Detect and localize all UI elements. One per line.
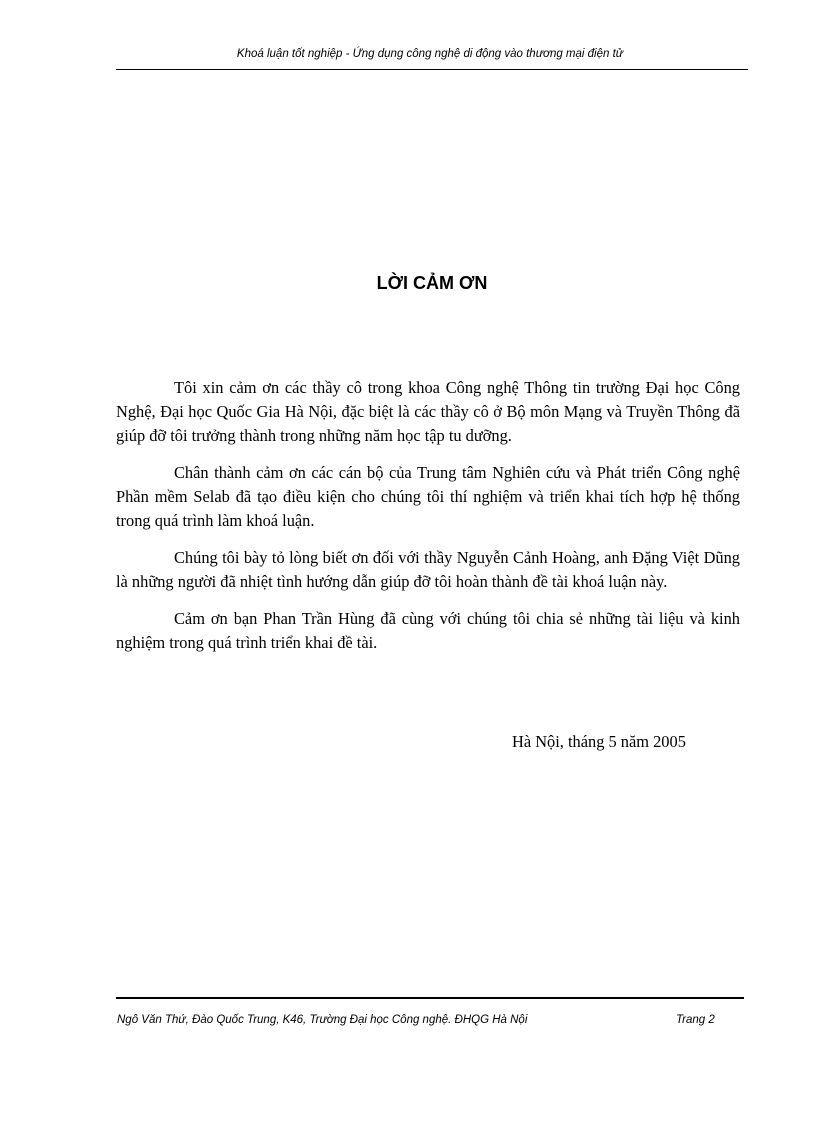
page-title: LỜI CẢM ƠN bbox=[376, 273, 488, 293]
paragraph-1: Tôi xin cảm ơn các thầy cô trong khoa Công nghệ Thông tin trường Đại học Công Nghệ, Đại học Quốc Gia Hà Nội, đặc biệt là các thầy cô ở Bộ môn Mạng và Truyền Thông đã giúp đỡ tôi trưởng thành trong những năm học tập tu dưỡng. bbox=[116, 378, 740, 445]
running-header: Khoá luận tốt nghiệp - Ứng dụng công nghệ di động vào thương mại điện tử bbox=[236, 48, 624, 60]
footer-divider bbox=[116, 997, 744, 999]
paragraph-4: Cảm ơn bạn Phan Trần Hùng đã cùng với chúng tôi chia sẻ những tài liệu và kinh nghiệm trong quá trình triển khai đề tài. bbox=[116, 609, 740, 652]
paragraph-3: Chúng tôi bày tỏ lòng biết ơn đối với thầy Nguyễn Cảnh Hoàng, anh Đặng Việt Dũng là những người đã nhiệt tình hướng dẫn giúp đỡ tôi hoàn thành đề tài khoá luận này. bbox=[116, 548, 740, 591]
header-divider bbox=[116, 69, 748, 70]
place-and-date: Hà Nội, tháng 5 năm 2005 bbox=[512, 732, 686, 751]
footer-authors: Ngô Văn Thứ, Đào Quốc Trung, K46, Trường Đại học Công nghệ. ĐHQG Hà Nội bbox=[117, 1014, 528, 1026]
paragraph-2: Chân thành cảm ơn các cán bộ của Trung tâm Nghiên cứu và Phát triển Công nghệ Phần mềm Selab đã tạo điều kiện cho chúng tôi thí nghiệm và triển khai tích hợp hệ thống trong quá trình làm khoá luận. bbox=[116, 463, 740, 530]
page-number: Trang 2 bbox=[676, 1014, 715, 1026]
acknowledgement-body bbox=[116, 376, 740, 668]
